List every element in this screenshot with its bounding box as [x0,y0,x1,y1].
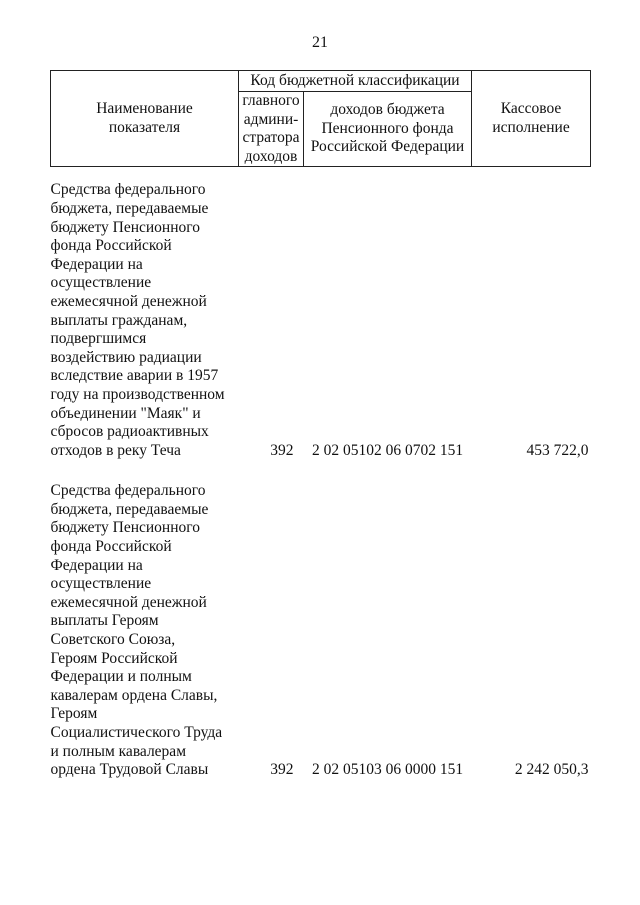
page-number: 21 [312,34,328,51]
row-cash-execution: 2 242 050,3 [514,761,589,779]
table-header [51,71,591,167]
row-indicator-name: Средства федерального бюджета, передаваемые бюджету Пенсионного фонда Российской Федерации на осуществление ежемесячной денежной выплаты гражданам, подвергшимся воздействию радиации вследствие аварии в 1957 году на производственном объединении "Маяк" и сбросов радиоактивных отходов в реку Теча [50,181,225,459]
row-admin-code: 392 [270,761,294,779]
row-income-code: 2 02 05103 06 0000 151 [311,761,464,779]
row-admin-code: 392 [270,441,294,459]
row-income-code: 2 02 05102 06 0702 151 [311,441,464,459]
table-row [51,460,591,780]
header-chief-administrator: главного админи- стратора доходов [239,92,304,167]
budget-table [50,70,591,780]
row-cash-execution: 453 722,0 [526,441,589,459]
header-pension-fund-income: доходов бюджета Пенсионного фонда Российской Федерации [304,92,472,167]
row-indicator-name: Средства федерального бюджета, передаваемые бюджету Пенсионного фонда Российской Федерации на осуществление ежемесячной денежной выплаты Героям Советского Союза, Героям Российской Федерации и полным кавалерам ордена Славы, Героям Социалистического Труда и полным кавалерам ордена Трудовой Славы [50,482,223,779]
table-row [51,167,591,460]
header-cash-execution: Кассовое исполнение [472,71,591,167]
header-budget-classification-code: Код бюджетной классификации [239,71,472,92]
header-indicator-name: Наименование показателя [51,71,239,167]
